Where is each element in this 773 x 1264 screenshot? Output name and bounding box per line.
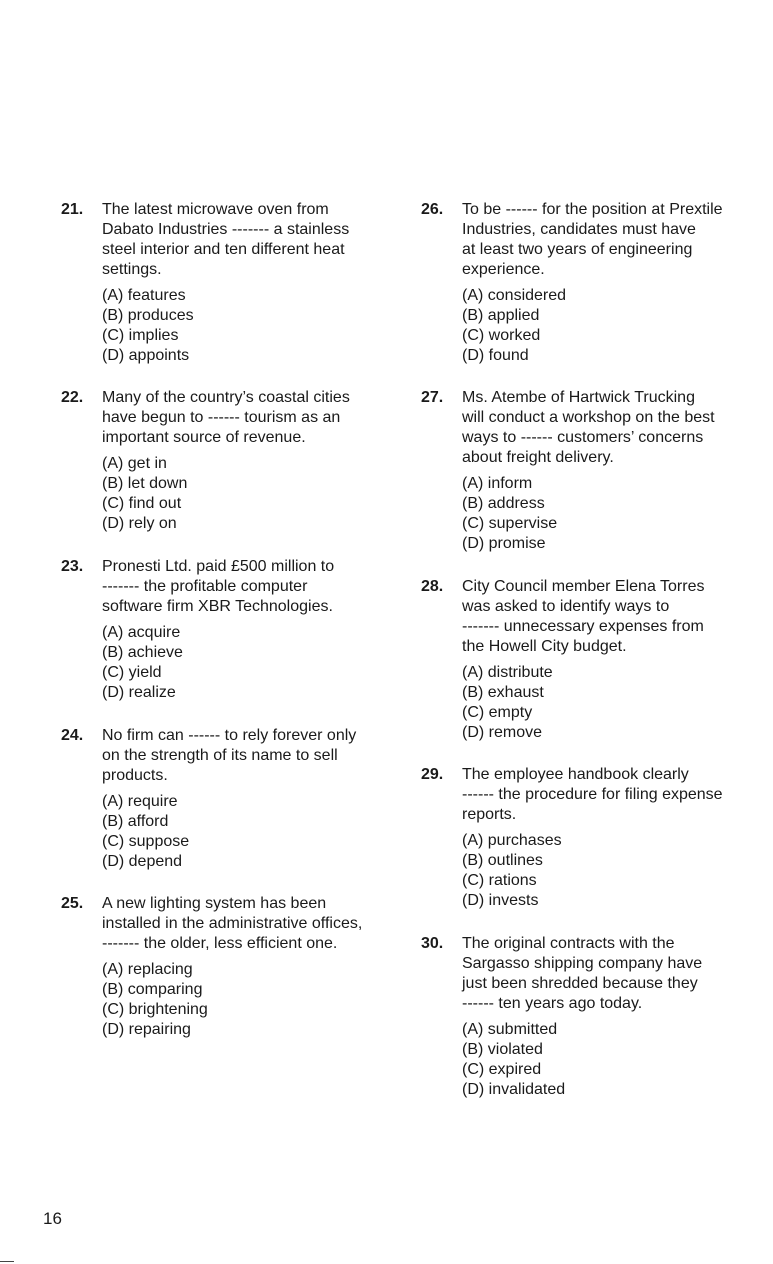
option-a: (A) replacing [102, 961, 193, 978]
page-number: 16 [43, 1209, 62, 1228]
question-number: 21. [61, 201, 84, 218]
option-a: (A) considered [462, 287, 567, 304]
option-d: (D) remove [462, 724, 543, 741]
question-body [102, 557, 402, 703]
option-d: (D) realize [102, 684, 176, 701]
option-c: (C) rations [462, 872, 537, 889]
question-stem: A new lighting system has been installed in the administrative offices, ------- the older, less efficient one. [102, 895, 363, 952]
question-body [462, 934, 762, 1100]
answer-options [462, 474, 762, 554]
option-b: (B) address [462, 495, 545, 512]
option-c: (C) find out [102, 495, 182, 512]
question-body [462, 200, 762, 366]
option-d: (D) rely on [102, 515, 177, 532]
option-c: (C) yield [102, 664, 162, 681]
question-number: 30. [421, 935, 444, 952]
question-stem: Many of the country’s coastal cities have begun to ------ tourism as an important source of revenue. [102, 389, 350, 446]
option-b: (B) let down [102, 475, 188, 492]
option-a: (A) require [102, 793, 178, 810]
question-body [462, 765, 762, 911]
question-stem: The latest microwave oven from Dabato Industries ------- a stainless steel interior and ten different heat settings. [102, 201, 350, 278]
option-c: (C) supervise [462, 515, 558, 532]
option-d: (D) repairing [102, 1021, 191, 1038]
question-number: 29. [421, 766, 444, 783]
answer-options [462, 663, 762, 743]
option-c: (C) suppose [102, 833, 190, 850]
option-b: (B) comparing [102, 981, 203, 998]
question-body [102, 200, 402, 366]
answer-options [462, 1020, 762, 1100]
option-a: (A) acquire [102, 624, 181, 641]
question-number: 22. [61, 389, 84, 406]
corner-mark [0, 1261, 14, 1262]
option-d: (D) invalidated [462, 1081, 566, 1098]
option-a: (A) get in [102, 455, 167, 472]
question-number: 24. [61, 727, 84, 744]
question-stem: No firm can ------ to rely forever only on the strength of its name to sell products. [102, 727, 357, 784]
answer-options [102, 623, 402, 703]
option-c: (C) implies [102, 327, 179, 344]
question-body [102, 726, 402, 872]
question-number: 26. [421, 201, 444, 218]
option-a: (A) purchases [462, 832, 562, 849]
question-stem: Pronesti Ltd. paid £500 million to ------- the profitable computer software firm XBR Technologies. [102, 558, 335, 615]
option-d: (D) found [462, 347, 529, 364]
option-b: (B) achieve [102, 644, 183, 661]
question-number: 23. [61, 558, 84, 575]
question-stem: To be ------ for the position at Prextile Industries, candidates must have at least two years of engineering experience. [462, 201, 723, 278]
option-c: (C) empty [462, 704, 533, 721]
option-a: (A) features [102, 287, 186, 304]
option-d: (D) appoints [102, 347, 190, 364]
question-stem: The employee handbook clearly ------ the procedure for filing expense reports. [462, 766, 723, 823]
option-b: (B) afford [102, 813, 169, 830]
question-number: 28. [421, 578, 444, 595]
option-a: (A) inform [462, 475, 533, 492]
option-a: (A) distribute [462, 664, 553, 681]
question-number: 25. [61, 895, 84, 912]
option-c: (C) expired [462, 1061, 542, 1078]
answer-options [462, 286, 762, 366]
question-stem: The original contracts with the Sargasso shipping company have just been shredded because they ------ ten years ago today. [462, 935, 703, 1012]
option-b: (B) exhaust [462, 684, 544, 701]
option-b: (B) produces [102, 307, 194, 324]
option-b: (B) applied [462, 307, 540, 324]
option-c: (C) worked [462, 327, 541, 344]
option-b: (B) outlines [462, 852, 543, 869]
question-body [102, 388, 402, 534]
answer-options [462, 831, 762, 911]
option-d: (D) invests [462, 892, 539, 909]
answer-options [102, 454, 402, 534]
answer-options [102, 286, 402, 366]
answer-options [102, 792, 402, 872]
question-body [462, 577, 762, 743]
option-a: (A) submitted [462, 1021, 558, 1038]
option-d: (D) depend [102, 853, 183, 870]
option-d: (D) promise [462, 535, 546, 552]
option-b: (B) violated [462, 1041, 543, 1058]
question-number: 27. [421, 389, 444, 406]
question-stem: Ms. Atembe of Hartwick Trucking will conduct a workshop on the best ways to ------ customers’ concerns about freight delivery. [462, 389, 715, 466]
answer-options [102, 960, 402, 1040]
option-c: (C) brightening [102, 1001, 208, 1018]
question-body [102, 894, 402, 1040]
question-stem: City Council member Elena Torres was asked to identify ways to ------- unnecessary expenses from the Howell City budget. [462, 578, 705, 655]
question-body [462, 388, 762, 554]
